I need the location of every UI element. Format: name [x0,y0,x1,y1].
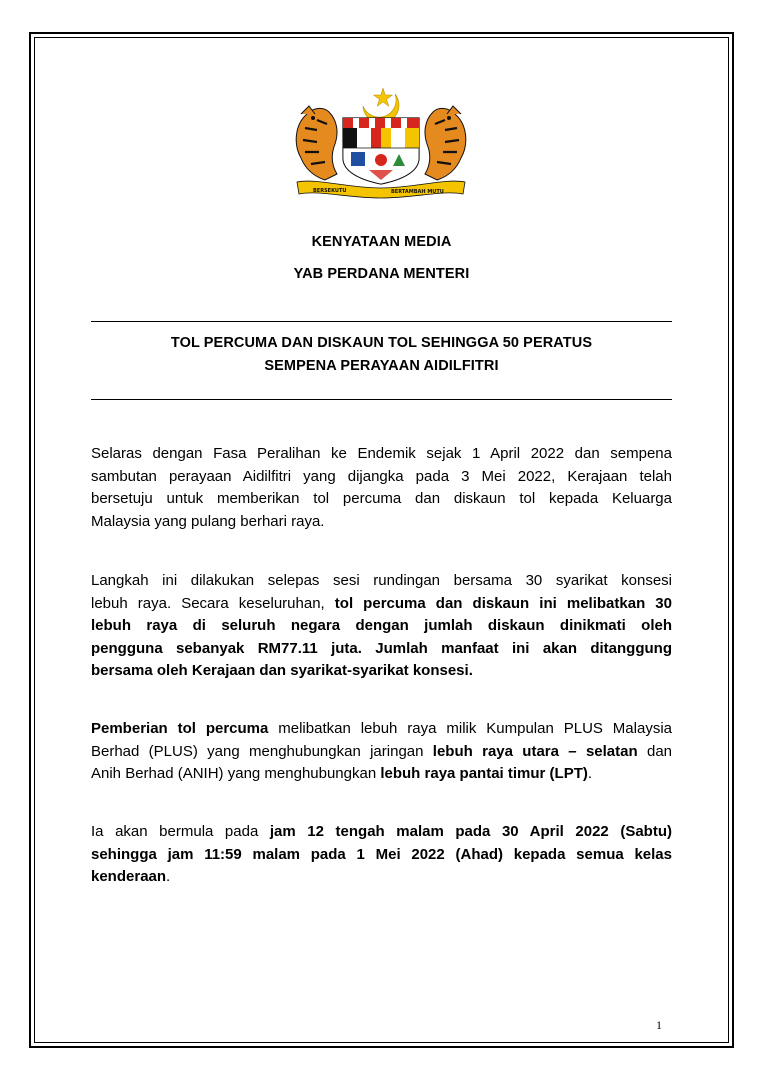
paragraph-4-bold-text: kenderaan [91,868,167,885]
right-tiger-icon [425,106,466,180]
paragraph-4-text: Ia akan bermula pada [91,823,270,840]
paragraph-2-bold-text: tol percuma dan diskaun ini melibatkan 30 [334,594,672,612]
paragraph-4-text: . [166,868,171,885]
paragraph-1-line: bersetuju untuk memberikan tol percuma dan diskaun tol kepada Keluarga [91,490,672,507]
paragraph-2-line: bersama oleh Kerajaan dan syarikat-syarikat konsesi. [91,662,473,679]
paragraph-3-text: Berhad (PLUS) yang menghubungkan jaringan [91,742,433,760]
paragraph-3-text: Anih Berhad (ANIH) yang menghubungkan [91,765,381,782]
main-title-line-2: SEMPENA PERAYAAN AIDILFITRI [264,358,499,374]
paragraph-4-line [91,866,672,889]
paragraph-2 [91,570,672,683]
paragraph-4 [91,821,672,889]
paragraph-3-bold-text: lebuh raya pantai timur (LPT) [380,765,588,782]
paragraph-2-text: lebuh raya. Secara keseluruhan, [91,594,335,612]
paragraph-2-line [91,593,672,616]
shield-icon [343,118,419,184]
paragraph-3-text: melibatkan lebuh raya milik Kumpulan PLUS Malaysia [268,720,672,737]
paragraph-3 [91,718,672,786]
paragraph-3-line [91,763,672,786]
paragraph-3-text: dan [637,742,673,760]
svg-text:BERSEKUTU: BERSEKUTU [313,188,347,194]
document-subheading: YAB PERDANA MENTERI [293,266,470,282]
paragraph-1-line: Selaras dengan Fasa Peralihan ke Endemik sejak 1 April 2022 dan sempena [91,445,672,462]
paragraph-3-bold-text: Pemberian tol percuma [91,720,269,737]
paragraph-3-text: . [587,765,593,782]
paragraph-4-line: sehingga jam 11:59 malam pada 1 Mei 2022 (Ahad) kepada semua kelas [91,845,672,863]
svg-text:BERTAMBAH MUTU: BERTAMBAH MUTU [391,189,444,195]
paragraph-4-line [91,821,672,844]
page-number: 1 [656,1018,662,1032]
paragraph-3-line [91,718,672,741]
paragraph-2-line: pengguna sebanyak RM77.11 juta. Jumlah manfaat ini akan ditanggung [91,639,672,657]
paragraph-3-line [91,741,672,764]
paragraph-1 [91,443,672,533]
paragraph-2-line: Langkah ini dilakukan selepas sesi rundingan bersama 30 syarikat konsesi [91,572,672,589]
coat-of-arms-icon [287,84,475,200]
paragraph-1-line: sambutan perayaan Aidilfitri yang dijangka pada 3 Mei 2022, Kerajaan telah [91,467,672,485]
title-top-divider [91,321,672,322]
paragraph-2-line: lebuh raya di seluruh negara dengan jumlah diskaun dinikmati oleh [91,617,672,634]
left-tiger-icon [296,106,337,180]
paragraph-1-line: Malaysia yang pulang berhari raya. [91,512,325,530]
main-title-line-1: TOL PERCUMA DAN DISKAUN TOL SEHINGGA 50 PERATUS [170,335,593,351]
paragraph-3-bold-text: lebuh raya utara – selatan [432,742,638,760]
document-heading: KENYATAAN MEDIA [311,234,452,250]
paragraph-4-bold-text: jam 12 tengah malam pada 30 April 2022 (Sabtu) [269,823,672,840]
title-bottom-divider [91,399,672,400]
